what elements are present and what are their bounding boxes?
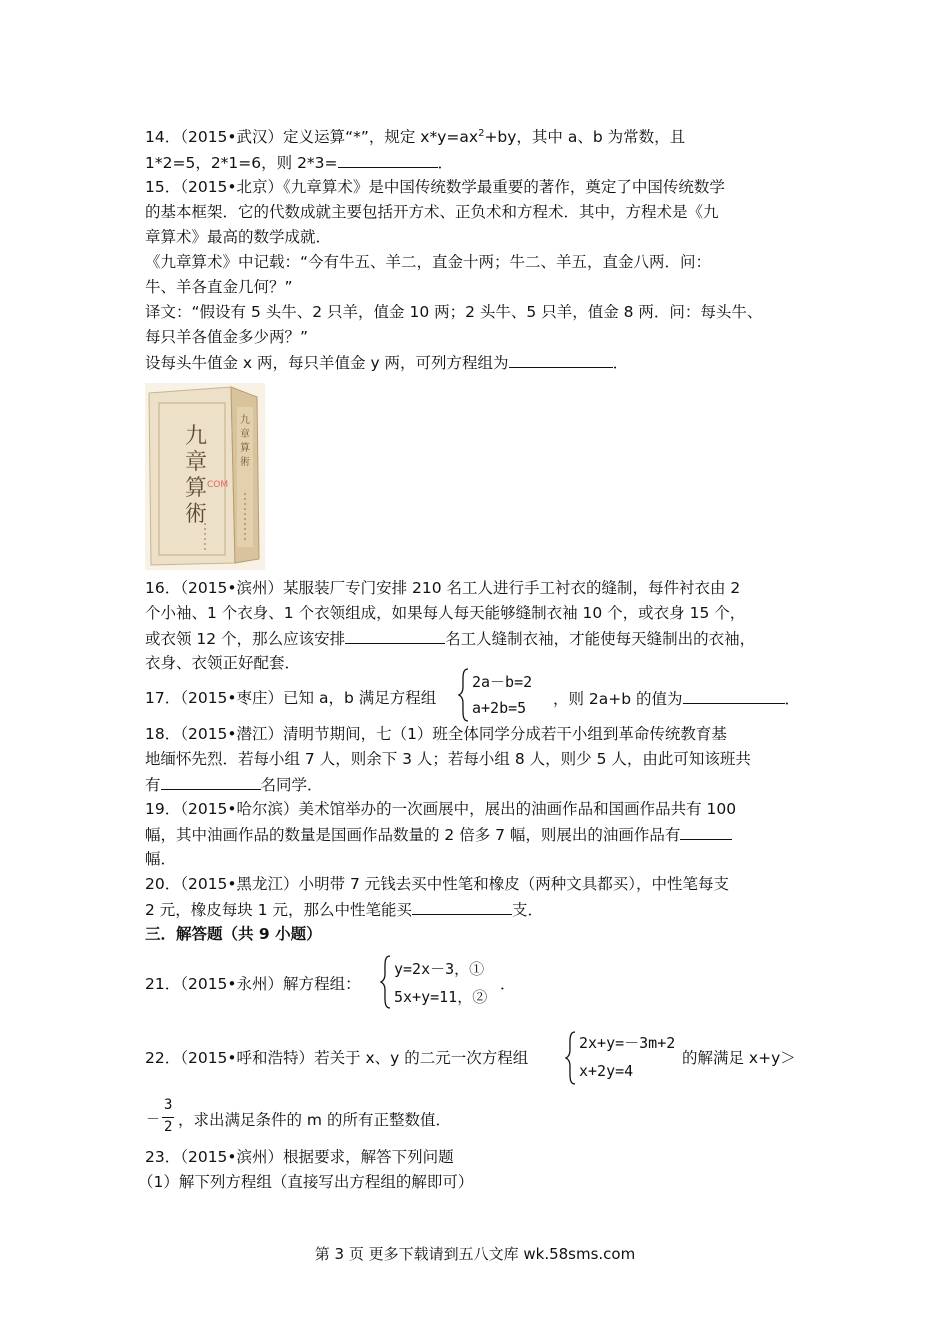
q22-tail: 的解满足 x+y＞ [682, 1049, 796, 1067]
svg-text:章: 章 [185, 450, 208, 475]
answer-blank[interactable] [509, 351, 613, 368]
q19-line2: 幅，其中油画作品的数量是国画作品数量的 2 倍多 7 幅，则展出的油画作品有 [145, 823, 732, 846]
answer-blank[interactable] [161, 773, 261, 790]
q21-line1: 21．（2015•永州）解方程组： [145, 975, 361, 993]
q21-end: ． [500, 975, 516, 993]
left-brace-icon [458, 667, 470, 723]
q15-line8: 设每头牛值金 x 两，每只羊值金 y 两，可列方程组为 ． [145, 351, 628, 374]
q20-line1: 20．（2015•黑龙江）小明带 7 元钱去买中性笔和橡皮（两种文具都买），中性笔每支 [145, 875, 730, 893]
fraction-sign: － [146, 1112, 160, 1128]
answer-blank[interactable] [683, 687, 785, 704]
q23-line1: 23．（2015•滨州）根据要求，解答下列问题 [145, 1148, 454, 1166]
answer-blank[interactable] [338, 151, 438, 168]
q21-equation-system [380, 954, 510, 1010]
q22-line1: 22．（2015•呼和浩特）若关于 x、y 的二元一次方程组 [145, 1049, 529, 1067]
q14-superscript: 2 [478, 127, 485, 139]
book-title-glyph: 九 [185, 424, 208, 449]
answer-blank[interactable] [345, 627, 445, 644]
q17-line1: 17．（2015•枣庄）已知 a，b 满足方程组 [145, 689, 437, 707]
fraction [146, 1097, 180, 1141]
q14-line2: 1*2=5，2*1=6，则 2*3= ． [145, 151, 453, 174]
svg-text:術: 術 [185, 502, 208, 527]
fraction-denominator: 2 [164, 1119, 173, 1135]
left-brace-icon [565, 1030, 577, 1086]
q18-line2: 地缅怀先烈．若每小组 7 人，则余下 3 人；若每小组 8 人，则少 5 人，由此可知该班共 [145, 750, 751, 768]
q16-line3: 或衣领 12 个，那么应该安排 名工人缝制衣袖，才能使每天缝制出的衣袖， [145, 627, 755, 650]
q16-line4: 衣身、衣领正好配套． [145, 654, 301, 672]
q15-line3: 章算术》最高的数学成就． [145, 228, 332, 246]
fraction-numerator: 3 [164, 1097, 173, 1113]
q18-line3: 有 名同学． [145, 773, 323, 796]
svg-text:章: 章 [240, 429, 250, 440]
svg-text:術: 術 [240, 457, 250, 468]
fraction-bar [162, 1117, 174, 1118]
q21-equation-1: y=2x－3，① [394, 960, 485, 978]
q17-equation-1: 2a－b=2 [472, 673, 533, 691]
answer-blank[interactable] [680, 823, 732, 840]
q22-equation-1: 2x+y=－3m+2 [579, 1034, 676, 1052]
q15-line4: 《九章算术》中记载：“今有牛五、羊二，直金十两；牛二、羊五，直金八两．问： [145, 253, 712, 271]
q23-line2: （1）解下列方程组（直接写出方程组的解即可） [138, 1173, 474, 1191]
q15-line7: 每只羊各值金多少两？” [145, 328, 309, 346]
book-image [145, 383, 265, 570]
q16-line1: 16．（2015•滨州）某服装厂专门安排 210 名工人进行手工衬衣的缝制，每件衬衣由 2 [145, 579, 741, 597]
svg-text:算: 算 [185, 476, 208, 501]
q15-line1: 15．（2015•北京）《九章算术》是中国传统数学最重要的著作，奠定了中国传统数学 [145, 178, 725, 196]
q21-equation-2: 5x+y=11，② [394, 988, 488, 1006]
q15-line6: 译文：“假设有 5 头牛、2 只羊，值金 10 两；2 头牛、5 只羊，值金 8 两．问：每头牛、 [145, 303, 763, 321]
section-heading: 三．解答题（共 9 小题） [145, 925, 322, 943]
q22-equation-system [565, 1030, 695, 1086]
page-footer: 第 3 页 更多下载请到五八文库 wk.58sms.com [314, 1245, 636, 1263]
q22-line2: ，求出满足条件的 m 的所有正整数值． [178, 1111, 451, 1129]
q19-line1: 19．（2015•哈尔滨）美术馆举办的一次画展中，展出的油画作品和国画作品共有 100 [145, 800, 737, 818]
q17-equation-system [458, 667, 568, 723]
q19-line3: 幅． [145, 850, 177, 868]
q17-equation-2: a+2b=5 [472, 699, 527, 717]
q22-equation-2: x+2y=4 [579, 1062, 634, 1080]
q14-line1: 14．（2015•武汉）定义运算“*”，规定 $x*y=ax^2+by$，其中 a、b 为常数，且 [145, 127, 686, 146]
svg-text:九: 九 [240, 415, 250, 426]
book-watermark: COM [207, 480, 229, 490]
answer-blank[interactable] [412, 898, 512, 915]
q16-line2: 个小袖、1 个衣身、1 个衣领组成，如果每人每天能够缝制衣袖 10 个，或衣身 15 个， [145, 604, 746, 622]
svg-text:算: 算 [240, 443, 250, 454]
q15-line5: 牛、羊各直金几何？” [145, 278, 293, 296]
left-brace-icon [380, 954, 392, 1010]
q20-line2: 2 元，橡皮每块 1 元，那么中性笔能买 支． [145, 898, 543, 921]
q17-tail: ，则 2a+b 的值为 ． [553, 687, 800, 710]
q15-line2: 的基本框架．它的代数成就主要包括开方术、正负术和方程术．其中，方程术是《九 [145, 203, 719, 221]
q18-line1: 18．（2015•潜江）清明节期间，七（1）班全体同学分成若干小组到革命传统教育基 [145, 725, 727, 743]
